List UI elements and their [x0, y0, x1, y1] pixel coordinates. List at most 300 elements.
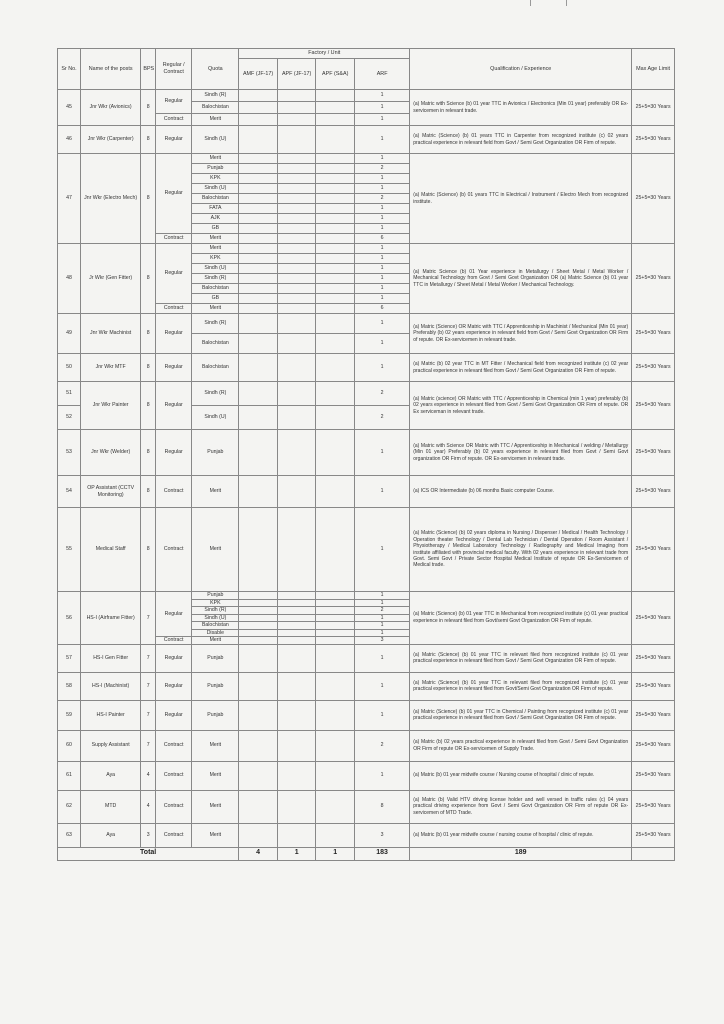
apf-sa-count [316, 700, 355, 730]
bps: 4 [141, 761, 156, 790]
quota: Sindh (R) [192, 607, 239, 615]
table-row [58, 730, 675, 761]
appointment-type: Regular [155, 354, 191, 382]
quota: Balochistan [192, 622, 239, 630]
arf-count: 1 [354, 614, 409, 622]
amf-count [239, 730, 278, 761]
amf-count [239, 382, 278, 406]
quota: KPK [192, 174, 239, 184]
apf-jf17-count [277, 264, 316, 274]
quota: Merit [192, 304, 239, 314]
apf-sa-count [316, 204, 355, 214]
sr-no: 59 [58, 700, 81, 730]
arf-count: 3 [354, 823, 409, 847]
appointment-type: Contract [155, 637, 191, 645]
quota: Merit [192, 508, 239, 592]
apf-sa-count [316, 274, 355, 284]
apf-jf17-count [277, 672, 316, 700]
total-blank [632, 847, 675, 860]
apf-sa-count [316, 284, 355, 294]
qualification: (a) Matric (b) 02 year TTC in MT Fitter / Mechanical field from recognized institute (c) 02 year practical experience in relevant filed from Govt / Semi Govt Organization OR Firm of repute. [410, 354, 632, 382]
apf-jf17-count [277, 730, 316, 761]
arf-count: 6 [354, 304, 409, 314]
apf-sa-count [316, 672, 355, 700]
apf-jf17-count [277, 622, 316, 630]
apf-jf17-count [277, 614, 316, 622]
header-arf: ARF [354, 59, 409, 90]
appointment-type: Regular [155, 672, 191, 700]
apf-jf17-count [277, 823, 316, 847]
post-name: Supply Assistant [80, 730, 140, 761]
appointment-type: Contract [155, 790, 191, 823]
apf-sa-count [316, 334, 355, 354]
apf-sa-count [316, 294, 355, 304]
max-age: 25+5=30 Years [632, 126, 675, 154]
amf-count [239, 592, 278, 600]
qualification: (a) Matric (b) 01 year midwife course / nursing course of hospital / clinic of repute. [410, 823, 632, 847]
table-row [58, 126, 675, 154]
arf-count: 1 [354, 314, 409, 334]
apf-sa-count [316, 214, 355, 224]
quota: Punjab [192, 672, 239, 700]
post-name: HS-I Painter [80, 700, 140, 730]
amf-count [239, 637, 278, 645]
apf-jf17-count [277, 637, 316, 645]
appointment-type: Contract [155, 761, 191, 790]
table-row [58, 761, 675, 790]
max-age: 25+5=30 Years [632, 592, 675, 645]
apf-sa-count [316, 304, 355, 314]
table-row [58, 90, 675, 102]
quota: Balochistan [192, 334, 239, 354]
arf-count: 1 [354, 476, 409, 508]
table-row [58, 314, 675, 334]
quota: KPK [192, 254, 239, 264]
apf-sa-count [316, 234, 355, 244]
apf-sa-count [316, 224, 355, 234]
bps: 4 [141, 790, 156, 823]
table-row [58, 672, 675, 700]
amf-count [239, 154, 278, 164]
amf-count [239, 234, 278, 244]
apf-jf17-count [277, 476, 316, 508]
arf-count: 1 [354, 184, 409, 194]
appointment-type: Contract [155, 234, 191, 244]
quota: Sindh (R) [192, 382, 239, 406]
apf-jf17-count [277, 294, 316, 304]
bps: 8 [141, 354, 156, 382]
arf-count: 1 [354, 508, 409, 592]
apf-sa-count [316, 194, 355, 204]
header-post: Name of the posts [80, 49, 140, 90]
arf-count: 1 [354, 430, 409, 476]
post-name: Jnr Wkr (Welder) [80, 430, 140, 476]
qualification: (a) ICS OR Intermediate (b) 06 months Basic computer Course. [410, 476, 632, 508]
max-age: 25+5=30 Years [632, 244, 675, 314]
sr-no: 63 [58, 823, 81, 847]
amf-count [239, 823, 278, 847]
bps: 3 [141, 823, 156, 847]
amf-count [239, 599, 278, 607]
header-quota: Quota [192, 49, 239, 90]
apf-jf17-count [277, 406, 316, 430]
apf-sa-count [316, 244, 355, 254]
appointment-type: Regular [155, 592, 191, 637]
header-bps: BPS [141, 49, 156, 90]
quota: Punjab [192, 430, 239, 476]
amf-count [239, 622, 278, 630]
arf-count: 1 [354, 114, 409, 126]
amf-count [239, 304, 278, 314]
sr-no: 55 [58, 508, 81, 592]
bps: 8 [141, 126, 156, 154]
total-arf: 183 [354, 847, 409, 860]
apf-sa-count [316, 314, 355, 334]
appointment-type: Contract [155, 304, 191, 314]
max-age: 25+5=30 Years [632, 382, 675, 430]
table-row [58, 790, 675, 823]
max-age: 25+5=30 Years [632, 430, 675, 476]
top-edge-marks [470, 0, 670, 8]
sr-no: 50 [58, 354, 81, 382]
max-age: 25+5=30 Years [632, 700, 675, 730]
amf-count [239, 406, 278, 430]
amf-count [239, 700, 278, 730]
arf-count: 6 [354, 234, 409, 244]
sr-no: 46 [58, 126, 81, 154]
apf-jf17-count [277, 304, 316, 314]
qualification: (a) Matric (Science) (b) 01 years TTC in Electrical / Instrument / Electro Mech from recognized institute. [410, 154, 632, 244]
appointment-type: Regular [155, 126, 191, 154]
qualification: (a) Matric (Science) OR Matric with TTC / Apprenticeship in Machinist / Mechanical (Min 01 year) Preferably (b) 02 years experience in relevant field from Govt / Semi Govt Organization OR Firm of repute. OR Ex-servicemen in relevant trade. [410, 314, 632, 354]
quota: GB [192, 294, 239, 304]
amf-count [239, 164, 278, 174]
sr-no: 47 [58, 154, 81, 244]
quota: AJK [192, 214, 239, 224]
header-type: Regular / Contract [155, 49, 191, 90]
quota: Merit [192, 730, 239, 761]
max-age: 25+5=30 Years [632, 790, 675, 823]
apf-jf17-count [277, 254, 316, 264]
amf-count [239, 508, 278, 592]
quota: Merit [192, 637, 239, 645]
qualification: (a) Matric (b) 02 years practical experience in relevant filed from Govt / Semi Govt Organization OR Firm of repute OR Ex-servicemen of Supply Trade. [410, 730, 632, 761]
quota: FATA [192, 204, 239, 214]
amf-count [239, 314, 278, 334]
qualification: (a) Matric (Science) (b) 01 year TTC in relevant filed from recognized institute (c) 01 year practical experience in relevant filed from Govt/Semi Govt Organization OR Firm of repute. [410, 672, 632, 700]
qualification: (a) Matric (b) 01 year midwife course / Nursing course of hospital / clinic of repute. [410, 761, 632, 790]
sr-no: 53 [58, 430, 81, 476]
amf-count [239, 114, 278, 126]
post-name: Jnr Wkr (Avionics) [80, 90, 140, 126]
arf-count: 1 [354, 126, 409, 154]
bps: 7 [141, 672, 156, 700]
qualification: (a) Matric with Science (b) 01 year TTC in Avionics / Electronics (Min 01 year) preferably OR Ex-servicemen in relevant trade. [410, 90, 632, 126]
apf-sa-count [316, 102, 355, 114]
header-qualification: Qualification / Experience [410, 49, 632, 90]
qualification: (a) Matric Science (b) 01 Year experience in Metallurgy / Sheet Metal / Metal Worker / Mechanical Technology from Govt / Semi Govt Organization OR (a) Matric Science (b) 01 year TTC in Metallurgy / Sheet Metal / Metal Worker / Mechanical Technology. [410, 244, 632, 314]
apf-sa-count [316, 614, 355, 622]
appointment-type: Contract [155, 730, 191, 761]
apf-jf17-count [277, 700, 316, 730]
quota: Punjab [192, 700, 239, 730]
amf-count [239, 672, 278, 700]
apf-sa-count [316, 184, 355, 194]
amf-count [239, 174, 278, 184]
appointment-type: Regular [155, 644, 191, 672]
apf-sa-count [316, 90, 355, 102]
table-row [58, 430, 675, 476]
post-name: Jnr Wkr (Carpenter) [80, 126, 140, 154]
quota: Merit [192, 154, 239, 164]
post-name: Aya [80, 761, 140, 790]
appointment-type: Regular [155, 430, 191, 476]
sr-no: 60 [58, 730, 81, 761]
quota: Disable [192, 629, 239, 637]
quota: Punjab [192, 592, 239, 600]
appointment-type: Contract [155, 508, 191, 592]
arf-count: 2 [354, 607, 409, 615]
arf-count: 2 [354, 164, 409, 174]
apf-sa-count [316, 790, 355, 823]
apf-sa-count [316, 508, 355, 592]
amf-count [239, 476, 278, 508]
apf-sa-count [316, 174, 355, 184]
amf-count [239, 629, 278, 637]
table-row [58, 823, 675, 847]
amf-count [239, 284, 278, 294]
amf-count [239, 254, 278, 264]
max-age: 25+5=30 Years [632, 476, 675, 508]
amf-count [239, 90, 278, 102]
apf-jf17-count [277, 224, 316, 234]
amf-count [239, 204, 278, 214]
apf-jf17-count [277, 102, 316, 114]
amf-count [239, 126, 278, 154]
arf-count: 1 [354, 90, 409, 102]
qualification: (a) Matric (Science) (b) 01 year TTC in Chemical / Painting from recognized institute (c) 01 year practical experience in relevant filed from Govt / Semi Govt Organization OR Firm of repute. [410, 700, 632, 730]
appointment-type: Contract [155, 114, 191, 126]
arf-count: 2 [354, 382, 409, 406]
post-name: Aya [80, 823, 140, 847]
qualification: (a) Matric (Science) (b) 01 year TTC in Mechanical from recognized institute (c) 01 year practical experience in relevant filed from Govt/semi Govt Organization OR Firm of repute. [410, 592, 632, 645]
header-amf: AMF (JF-17) [239, 59, 278, 90]
arf-count: 1 [354, 644, 409, 672]
bps: 8 [141, 430, 156, 476]
quota: Sindh (U) [192, 184, 239, 194]
quota: Punjab [192, 644, 239, 672]
apf-sa-count [316, 154, 355, 164]
quota: Merit [192, 476, 239, 508]
quota: Sindh (U) [192, 126, 239, 154]
appointment-type: Regular [155, 700, 191, 730]
amf-count [239, 644, 278, 672]
apf-jf17-count [277, 354, 316, 382]
arf-count: 1 [354, 204, 409, 214]
vacancy-table [57, 48, 675, 861]
apf-jf17-count [277, 154, 316, 164]
arf-count: 1 [354, 700, 409, 730]
sr-no: 61 [58, 761, 81, 790]
quota: Balochistan [192, 194, 239, 204]
arf-count: 1 [354, 254, 409, 264]
apf-sa-count [316, 430, 355, 476]
appointment-type: Contract [155, 823, 191, 847]
total-row [58, 847, 675, 860]
amf-count [239, 607, 278, 615]
apf-jf17-count [277, 126, 316, 154]
bps: 7 [141, 700, 156, 730]
apf-sa-count [316, 126, 355, 154]
bps: 8 [141, 382, 156, 430]
amf-count [239, 274, 278, 284]
bps: 8 [141, 90, 156, 126]
total-amf: 4 [239, 847, 278, 860]
bps: 8 [141, 154, 156, 244]
apf-jf17-count [277, 599, 316, 607]
quota: Balochistan [192, 284, 239, 294]
arf-count: 1 [354, 629, 409, 637]
appointment-type: Regular [155, 154, 191, 234]
sr-no: 49 [58, 314, 81, 354]
arf-count: 1 [354, 174, 409, 184]
max-age: 25+5=30 Years [632, 761, 675, 790]
apf-jf17-count [277, 174, 316, 184]
quota: Sindh (R) [192, 90, 239, 102]
sr-no: 48 [58, 244, 81, 314]
max-age: 25+5=30 Years [632, 314, 675, 354]
arf-count: 1 [354, 592, 409, 600]
qualification: (a) Matric (science) OR Matric with TTC / Apprenticeship in Chemical (min 1 year) preferably (b) 02 years experience in relevant filed from Govt / Semi Govt Organization OR Firm of repute. OR Ex serviceman in relevant trade. [410, 382, 632, 430]
apf-sa-count [316, 476, 355, 508]
apf-sa-count [316, 637, 355, 645]
amf-count [239, 294, 278, 304]
apf-jf17-count [277, 274, 316, 284]
table-row [58, 382, 675, 406]
amf-count [239, 184, 278, 194]
arf-count: 1 [354, 244, 409, 254]
max-age: 25+5=30 Years [632, 730, 675, 761]
total-apf-sa: 1 [316, 847, 355, 860]
max-age: 25+5=30 Years [632, 90, 675, 126]
arf-count: 1 [354, 761, 409, 790]
apf-sa-count [316, 164, 355, 174]
apf-jf17-count [277, 761, 316, 790]
quota: Balochistan [192, 354, 239, 382]
sr-no: 51 [58, 382, 81, 406]
arf-count: 1 [354, 274, 409, 284]
post-name: Jnr Wkr Machinist [80, 314, 140, 354]
apf-sa-count [316, 592, 355, 600]
arf-count: 8 [354, 790, 409, 823]
table-row [58, 592, 675, 600]
table-row [58, 154, 675, 164]
post-name: HS-I (Airframe Fitter) [80, 592, 140, 645]
arf-count: 1 [354, 334, 409, 354]
table-row [58, 700, 675, 730]
amf-count [239, 264, 278, 274]
qualification: (a) Matric (Science) (b) 01 year TTC in relevant filed from recognized institute (c) 01 year practical experience in relevant filed from Govt / Semi Govt Organization OR Firm of repute. [410, 644, 632, 672]
apf-sa-count [316, 823, 355, 847]
arf-count: 3 [354, 637, 409, 645]
quota: Merit [192, 114, 239, 126]
arf-count: 1 [354, 284, 409, 294]
quota: Sindh (U) [192, 406, 239, 430]
sr-no: 45 [58, 90, 81, 126]
amf-count [239, 194, 278, 204]
amf-count [239, 224, 278, 234]
apf-jf17-count [277, 790, 316, 823]
qualification: (a) Matric (Science) (b) 02 years diploma in Nursing / Dispenser / Medical / Health Technology / Operation theater Technology / Dental Lab Technician / Dental Operation / Room Assistant / Physiotherapy / Medical Laboratory Technology / Radiography and Medical Imaging from institute affiliated with provincial medical faculty. With 02 years experience in relevant trade from Govt. Semi Govt / Private Sector Hospital Medical Institute of repute OR Ex-Servicemen of Medical trade. [410, 508, 632, 592]
quota: Balochistan [192, 102, 239, 114]
amf-count [239, 244, 278, 254]
amf-count [239, 614, 278, 622]
apf-jf17-count [277, 607, 316, 615]
arf-count: 1 [354, 672, 409, 700]
quota: Sindh (U) [192, 614, 239, 622]
apf-sa-count [316, 730, 355, 761]
header-factory: Factory / Unit [239, 49, 410, 59]
apf-sa-count [316, 629, 355, 637]
apf-jf17-count [277, 592, 316, 600]
sr-no: 58 [58, 672, 81, 700]
bps: 7 [141, 644, 156, 672]
max-age: 25+5=30 Years [632, 154, 675, 244]
bps: 8 [141, 314, 156, 354]
quota: Merit [192, 234, 239, 244]
apf-jf17-count [277, 629, 316, 637]
amf-count [239, 102, 278, 114]
max-age: 25+5=30 Years [632, 672, 675, 700]
bps: 8 [141, 476, 156, 508]
arf-count: 1 [354, 214, 409, 224]
quota: KPK [192, 599, 239, 607]
amf-count [239, 354, 278, 382]
grand-total: 189 [410, 847, 632, 860]
appointment-type: Regular [155, 244, 191, 304]
max-age: 25+5=30 Years [632, 354, 675, 382]
total-label: Total [58, 847, 239, 860]
apf-jf17-count [277, 234, 316, 244]
arf-count: 1 [354, 154, 409, 164]
apf-jf17-count [277, 90, 316, 102]
post-name: OP Assistant (CCTV Monitoring) [80, 476, 140, 508]
amf-count [239, 761, 278, 790]
apf-jf17-count [277, 184, 316, 194]
sr-no: 56 [58, 592, 81, 645]
arf-count: 2 [354, 406, 409, 430]
apf-sa-count [316, 761, 355, 790]
appointment-type: Regular [155, 314, 191, 354]
quota: GB [192, 224, 239, 234]
table-row [58, 644, 675, 672]
arf-count: 1 [354, 294, 409, 304]
apf-jf17-count [277, 430, 316, 476]
amf-count [239, 430, 278, 476]
table-row [58, 244, 675, 254]
apf-jf17-count [277, 194, 316, 204]
sr-no: 57 [58, 644, 81, 672]
quota: Merit [192, 823, 239, 847]
post-name: HS-I Gen Fitter [80, 644, 140, 672]
post-name: Jnr Wkr (Electro Mech) [80, 154, 140, 244]
arf-count: 1 [354, 224, 409, 234]
header-age: Max Age Limit [632, 49, 675, 90]
amf-count [239, 214, 278, 224]
apf-jf17-count [277, 214, 316, 224]
arf-count: 1 [354, 622, 409, 630]
max-age: 25+5=30 Years [632, 644, 675, 672]
